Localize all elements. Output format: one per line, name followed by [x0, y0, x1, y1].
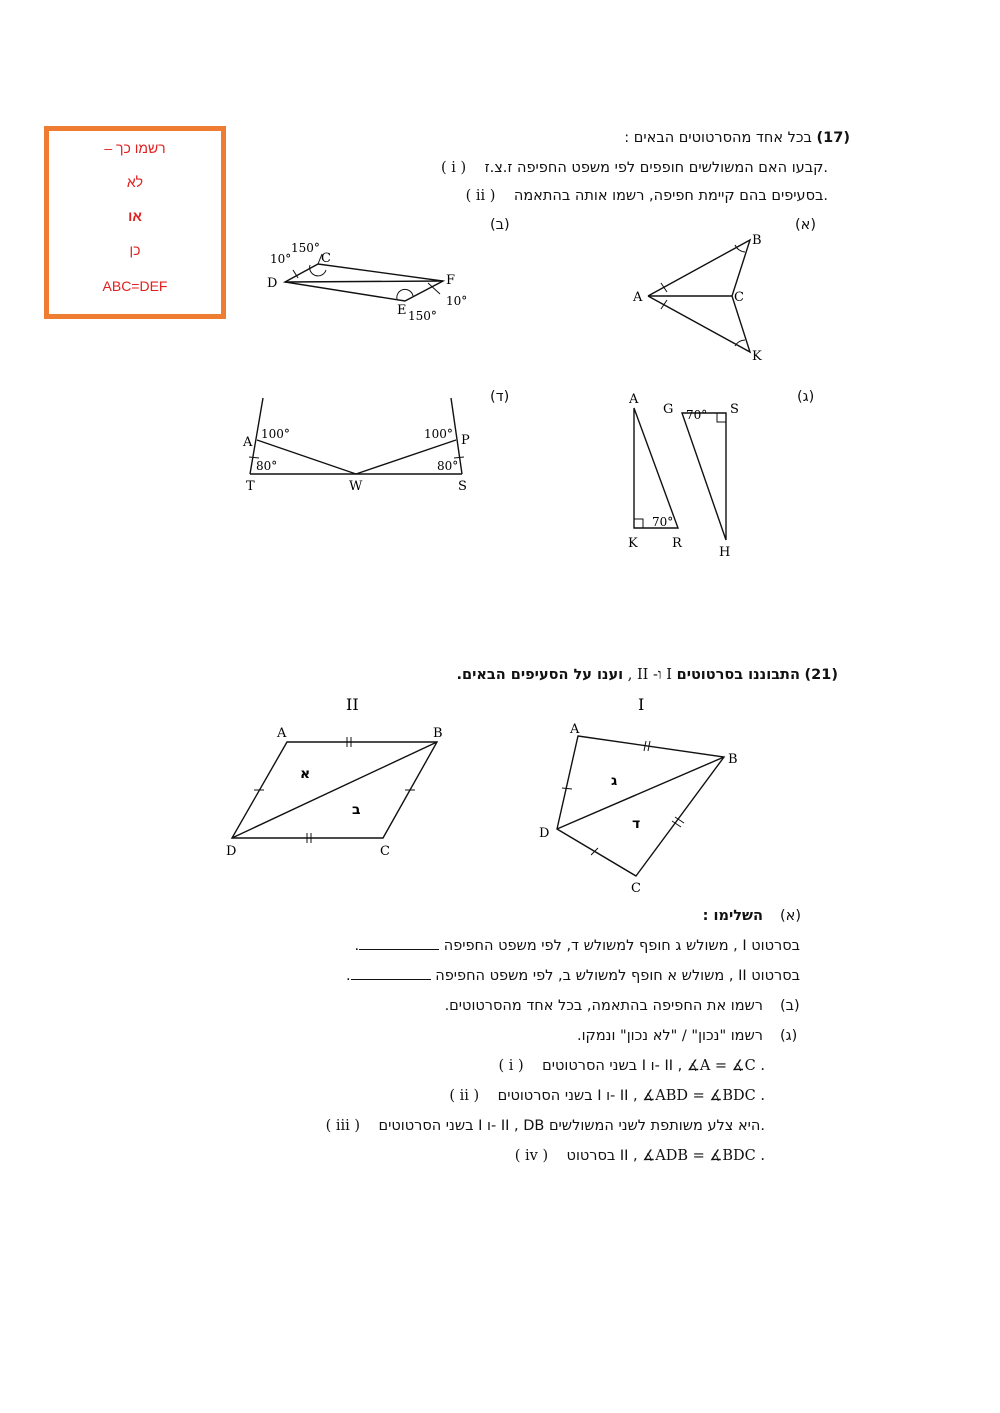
- answer-line-2: לא: [126, 174, 144, 190]
- part-a-line-2-text: בסרטוט II , משולש א חופף למשולש ב, לפי משפט החפיפה: [435, 968, 800, 984]
- part-a-title: השלימו :: [702, 908, 763, 924]
- alef-point-b: B: [752, 233, 762, 248]
- part-c-item-i: [499, 1058, 765, 1074]
- i-point-a: A: [570, 722, 580, 737]
- bet-diagonal: [285, 281, 443, 282]
- gimel-point-k: K: [628, 536, 638, 551]
- q21-intro-post: וענו על הסעיפים הבאים.: [456, 667, 624, 683]
- part-c-item-iv-math: ∡ADB = ∡BDC .: [642, 1148, 765, 1164]
- figure-dalet: [242, 398, 470, 494]
- bet-angle-150-c: 150°: [291, 241, 320, 255]
- part-a-line-1: בסרטוט I , משולש ג חופף למשולש ד, לפי משפט החפיפה .: [354, 938, 800, 954]
- dalet-angle-80-t: 80°: [256, 459, 278, 473]
- dalet-tick-right: [454, 457, 464, 458]
- part-c-item-ii-text: בשני הסרטוטים I ו- II ,: [497, 1088, 638, 1104]
- q17-number: (17): [816, 130, 850, 146]
- part-c-item-iii-label: ( iii ): [325, 1118, 361, 1134]
- gimel-point-h: H: [719, 545, 731, 560]
- gimel-angle-g: 70°: [686, 408, 708, 422]
- part-c-item-iii: [326, 1118, 765, 1134]
- gimel-right-angle-k: [634, 519, 643, 528]
- fig-bet-label: (ב): [490, 217, 510, 233]
- part-c-item-iii-text: בשני הסרטוטים I ו- II , DB היא צלע משותפת לשני המשולשים.: [378, 1118, 765, 1134]
- ii-region-bet: ב: [352, 802, 361, 818]
- part-a-blank-2[interactable]: [351, 978, 431, 980]
- gimel-point-g: G: [663, 402, 674, 417]
- i-diagonal-bd: [557, 757, 724, 829]
- gimel-right-angle-s: [717, 413, 726, 422]
- part-c-item-i-text: בשני הסרטוטים I ו- II ,: [542, 1058, 683, 1074]
- dalet-angle-100-a: 100°: [261, 427, 290, 441]
- dalet-point-s: S: [458, 479, 467, 494]
- alef-point-c: C: [734, 290, 744, 305]
- q17-intro: בכל אחד מהסרטוטים הבאים :: [624, 130, 812, 146]
- q21-heading: [456, 667, 838, 684]
- answer-line-4: כן: [129, 242, 141, 258]
- part-c-label: (ג): [780, 1028, 798, 1044]
- part-a-line-1-text: בסרטוט I , משולש ג חופף למשולש ד, לפי משפט החפיפה: [443, 938, 800, 954]
- i-quadrilateral: [557, 736, 724, 876]
- dalet-tick-left: [249, 457, 259, 458]
- bet-angle-10-d: 10°: [270, 252, 292, 266]
- q17-item-ii-text: בסעיפים בהם קיימת חפיפה, רשמו אותה בהתאמה.: [513, 188, 828, 204]
- part-a-blank-1[interactable]: [359, 948, 439, 950]
- ii-point-a: A: [277, 726, 287, 741]
- figure-ii: [226, 726, 443, 859]
- fig-i-title: I: [638, 695, 645, 714]
- i-point-c: C: [631, 881, 641, 896]
- part-b-text: רשמו את החפיפה בהתאמה, בכל אחד מהסרטוטים.: [444, 998, 763, 1014]
- part-b-label: (ב): [780, 998, 800, 1014]
- i-region-gimel: ג: [611, 773, 618, 789]
- fig-ii-title: II: [346, 695, 359, 714]
- figure-bet: [267, 241, 467, 323]
- q17-item-ii-label: ( ii ): [465, 188, 496, 204]
- gimel-point-s: S: [730, 402, 739, 417]
- dalet-angle-100-p: 100°: [424, 427, 453, 441]
- part-c-item-iv-text: בסרטוט II ,: [566, 1148, 638, 1164]
- gimel-point-a: A: [629, 392, 639, 407]
- answer-line-1: רשמו כך –: [104, 140, 166, 156]
- q17-item-i-text: קבעו האם המשולשים חופפים לפי משפט החפיפה ז.צ.ז.: [484, 160, 828, 176]
- q21-figures: [0, 690, 1000, 900]
- gimel-angle-r: 70°: [652, 515, 674, 529]
- q17-item-i-label: ( i ): [440, 160, 467, 176]
- bet-point-c: C: [321, 251, 331, 266]
- fig-dalet-label: (ד): [490, 389, 510, 405]
- i-point-b: B: [728, 752, 738, 767]
- bet-point-e: E: [397, 303, 407, 318]
- part-c-item-ii-label: ( ii ): [449, 1088, 480, 1104]
- part-c-text: רשמו "נכון" / "לא נכון" ונמקו.: [576, 1028, 763, 1044]
- gimel-triangle-gsh: [682, 413, 726, 540]
- figure-gimel: [628, 392, 739, 560]
- part-c-item-iv-label: ( iv ): [514, 1148, 549, 1164]
- ii-region-alef: א: [300, 766, 311, 782]
- q17-figures: [0, 0, 1000, 620]
- part-c-item-ii: [449, 1088, 765, 1104]
- bet-point-d: D: [267, 276, 278, 291]
- dalet-point-w: W: [349, 479, 363, 494]
- ii-point-d: D: [226, 844, 237, 859]
- answer-line-3: או: [128, 208, 142, 224]
- dalet-point-a: A: [243, 435, 253, 450]
- fig-alef-label: (א): [795, 217, 817, 233]
- dalet-angle-80-s: 80°: [437, 459, 459, 473]
- dalet-point-t: T: [246, 479, 255, 494]
- part-a-label: (א): [780, 908, 802, 924]
- i-region-dalet: ד: [632, 816, 641, 832]
- figure-alef: [632, 233, 762, 364]
- gimel-triangle-akr: [634, 408, 678, 528]
- i-tick-ad: [562, 788, 572, 789]
- part-c-item-i-math: ∡A = ∡C .: [686, 1058, 765, 1074]
- q21-intro-roman: I ו- II ,: [627, 667, 672, 683]
- part-a-line-2: בסרטוט II , משולש א חופף למשולש ב, לפי משפט החפיפה .: [346, 968, 800, 984]
- fig-gimel-label: (ג): [797, 389, 815, 405]
- alef-point-k: K: [752, 349, 762, 364]
- figure-i: [539, 722, 738, 896]
- i-point-d: D: [539, 826, 550, 841]
- q21-number: (21): [804, 667, 838, 683]
- alef-tick-1: [661, 283, 667, 292]
- bet-angle-150-e: 150°: [408, 309, 437, 323]
- bet-angle-10-f: 10°: [446, 294, 468, 308]
- part-c-item-ii-math: ∡ABD = ∡BDC .: [642, 1088, 765, 1104]
- bet-point-f: F: [446, 273, 456, 288]
- q21-intro-pre: התבוננו בסרטוטים: [676, 667, 800, 683]
- answer-line-5: ABC=DEF: [102, 278, 168, 294]
- ii-point-c: C: [380, 844, 390, 859]
- part-c-item-i-label: ( i ): [498, 1058, 524, 1074]
- dalet-point-p: P: [461, 433, 470, 448]
- ii-point-b: B: [433, 726, 443, 741]
- part-c-item-iv: [515, 1148, 765, 1164]
- gimel-point-r: R: [672, 536, 682, 551]
- alef-tick-2: [661, 300, 667, 309]
- alef-point-a: A: [633, 290, 643, 305]
